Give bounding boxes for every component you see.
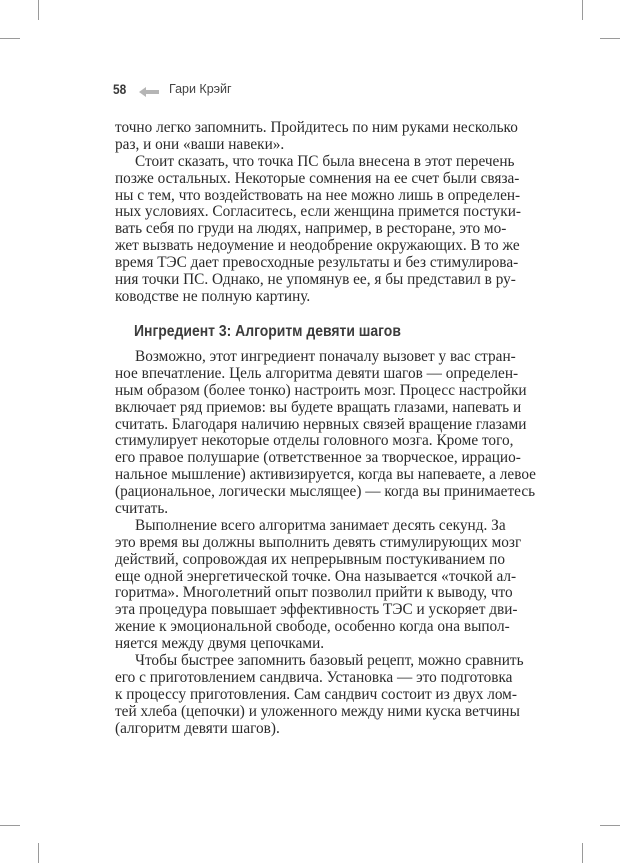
text-line: Чтобы быстрее запомнить базовый рецепт, можно сравнить <box>135 652 524 670</box>
text-line: Выполнение всего алгоритма занимает десять секунд. За <box>135 516 506 534</box>
text-line: считать. <box>115 500 169 518</box>
text-line: это время вы должны выполнить девять стимулирующих мозг <box>115 533 522 551</box>
text-line: время ТЭС дает превосходные результаты и без стимулирова- <box>115 254 519 272</box>
text-line: его с приготовлением сандвича. Установка — это подготовка <box>115 668 513 686</box>
text-line: считать. Благодаря наличию нервных связей вращение глазами <box>115 415 527 433</box>
crop-mark <box>0 38 20 39</box>
arrow-left-icon <box>139 84 159 94</box>
text-line: его правое полушарие (ответственное за творческое, иррацио- <box>115 449 521 467</box>
text-line: еще одной энергетической точке. Она называется «точкой ал- <box>115 567 517 585</box>
paragraph <box>115 152 521 306</box>
text-line: эта процедура повышает эффективность ТЭС и ускоряет дви- <box>115 601 518 619</box>
text-line: жение к эмоциональной свободе, особенно когда она выпол- <box>115 618 510 636</box>
text-line: стимулирует некоторые отделы головного мозга. Кроме того, <box>115 432 514 450</box>
text-line: к процессу приготовления. Сам сандвич состоит из двух лом- <box>115 685 517 703</box>
page-number: 58 <box>113 81 127 97</box>
text-line: ны с тем, что воздействовать на нее можно лишь в определен- <box>115 186 521 204</box>
text-line: ководстве не полную картину. <box>115 287 311 305</box>
text-line: действий, сопровождая их непрерывным постукиванием по <box>115 550 505 568</box>
text-line: Возможно, этот ингредиент поначалу вызовет у вас стран- <box>135 348 516 365</box>
text-line: ным образом (более тонко) настроить мозг. Процесс настройки <box>115 381 527 399</box>
text-line: позже остальных. Некоторые сомнения на ее счет были связа- <box>115 169 520 187</box>
paragraph <box>115 516 522 653</box>
section-heading: Ингредиент 3: Алгоритм девяти шагов <box>134 323 401 340</box>
crop-mark <box>0 825 20 826</box>
text-line: нальное мышление) активизируется, когда вы напеваете, а левое <box>115 466 536 484</box>
text-line: точно легко запомнить. Пройдитесь по ним руками несколько <box>115 119 518 136</box>
crop-mark <box>600 38 620 39</box>
paragraph <box>115 348 536 518</box>
paragraph <box>115 652 524 737</box>
crop-mark <box>38 843 39 863</box>
text-line: горитма». Многолетний опыт позволил прийти к выводу, что <box>115 584 513 602</box>
text-line: (рациональное, логически мыслящее) — когда вы принимаетесь <box>115 483 536 501</box>
text-line: ния точки ПС. Однако, не упомянув ее, я бы представил в ру- <box>115 271 516 289</box>
text-line: няется между двумя цепочками. <box>115 635 325 653</box>
text-line: Стоит сказать, что точка ПС была внесена в этот перечень <box>135 152 515 170</box>
text-line: ных условиях. Согласитесь, если женщина примется постуки- <box>115 203 521 221</box>
text-block-1 <box>115 119 521 306</box>
crop-mark <box>582 0 583 20</box>
text-line: тей хлеба (цепочки) и уложенного между ними куска ветчины <box>115 702 520 720</box>
crop-mark <box>38 0 39 20</box>
crop-mark <box>600 825 620 826</box>
text-line: раз, и они «ваши навеки». <box>115 135 285 153</box>
text-line: вать себя по груди на людях, например, в ресторане, это мо- <box>115 220 507 238</box>
crop-mark <box>582 843 583 863</box>
paragraph <box>115 119 518 154</box>
text-block-2 <box>115 348 536 737</box>
text-line: ное впечатление. Цель алгоритма девяти шагов — определен- <box>115 364 519 382</box>
author-name: Гари Крэйг <box>169 82 232 96</box>
text-line: жет вызвать недоумение и неодобрение окружающих. В то же <box>115 237 520 255</box>
text-line: (алгоритм девяти шагов). <box>115 719 280 737</box>
running-header <box>113 80 232 98</box>
text-line: включает ряд приемов: вы будете вращать глазами, напевать и <box>115 398 522 416</box>
